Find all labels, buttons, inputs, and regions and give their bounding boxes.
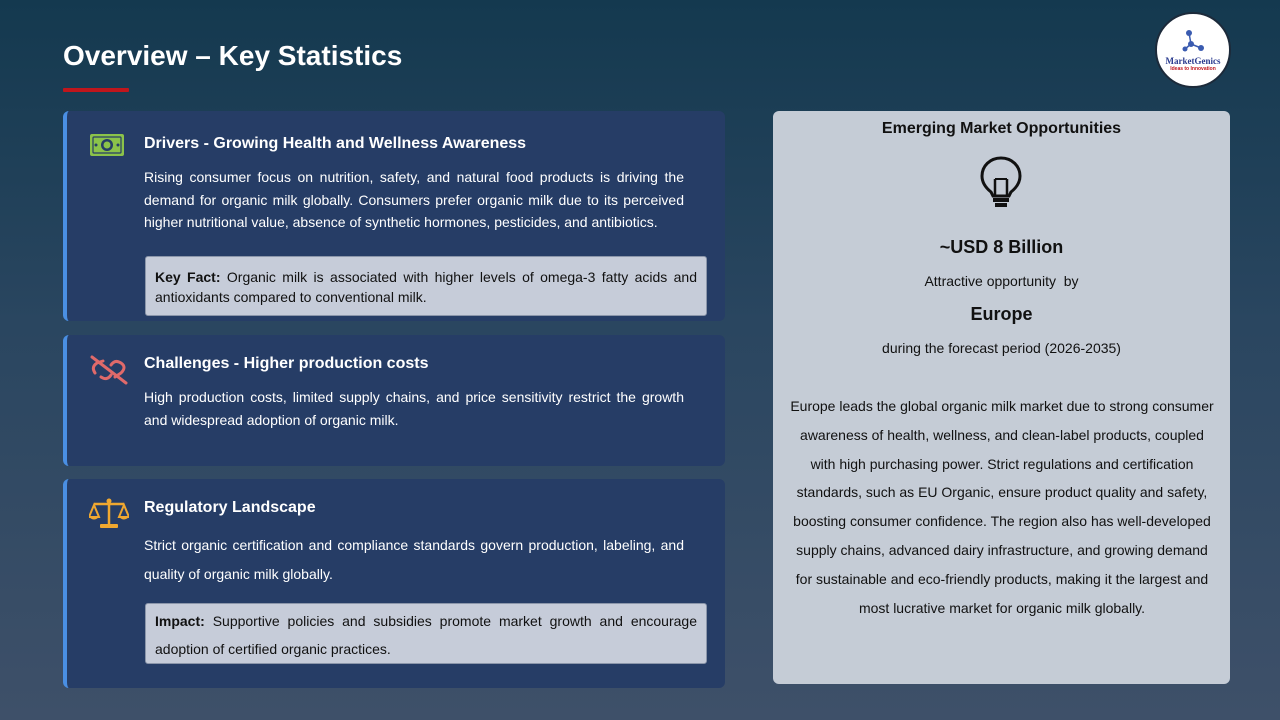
molecule-icon [1180,28,1206,54]
logo-tagline: Ideas to Innovation [1170,66,1216,72]
opportunity-heading: Emerging Market Opportunities [881,120,1122,137]
regulatory-text: Strict organic certification and compliance standards govern production, labeling, and quality of organic milk globally. [144,537,684,582]
impact-box [145,603,707,664]
opportunity-region: Europe [970,304,1033,324]
page-title: Overview – Key Statistics [63,40,403,71]
forecast-period: during the forecast period (2026-2035) [882,340,1121,356]
impact-label: Impact: [155,613,205,629]
broken-link-icon [89,355,129,385]
regulatory-title: Regulatory Landscape [144,499,316,516]
challenges-title: Challenges - Higher production costs [144,355,429,372]
challenges-card [63,335,725,466]
opportunity-description: Europe leads the global organic milk market due to strong consumer awareness of health, wellness, and clean-label products, coupled with high purchasing power. Strict regulations and certification standards, such as EU Organic, ensure product quality and safety, boosting consumer confidence. The region also has well-developed supply chains, advanced dairy infrastructure, and growing demand for sustainable and eco-friendly products, making it the largest and most lucrative market for organic milk globally. [790,398,1214,616]
impact-text: Supportive policies and subsidies promote market growth and encourage adoption of certified organic practices. [155,613,697,657]
drivers-title: Drivers - Growing Health and Wellness Awareness [144,135,527,152]
opportunity-subtitle: Attractive opportunity by [924,273,1079,289]
opportunity-value: ~USD 8 Billion [939,237,1064,257]
lightbulb-icon [978,155,1024,209]
key-fact-box [145,256,707,316]
drivers-card [63,111,725,321]
logo-name: MarketGenics [1165,56,1221,66]
drivers-text: Rising consumer focus on nutrition, safety, and natural food products is driving the demand for organic milk globally. Consumers prefer organic milk due to its perceived higher nutritional value, absence of synthetic hormones, pesticides, and antibiotics. [144,169,684,230]
key-fact-text: Organic milk is associated with higher levels of omega-3 fatty acids and antioxidants compared to conventional milk. [155,269,697,305]
regulatory-card [63,479,725,688]
scales-icon [89,497,129,529]
money-icon [89,131,125,159]
market-opportunity-panel [773,111,1230,684]
title-underline [63,88,129,92]
company-logo [1155,12,1231,88]
key-fact-label: Key Fact: [155,269,221,285]
challenges-text: High production costs, limited supply chains, and price sensitivity restrict the growth and widespread adoption of organic milk. [144,389,684,428]
